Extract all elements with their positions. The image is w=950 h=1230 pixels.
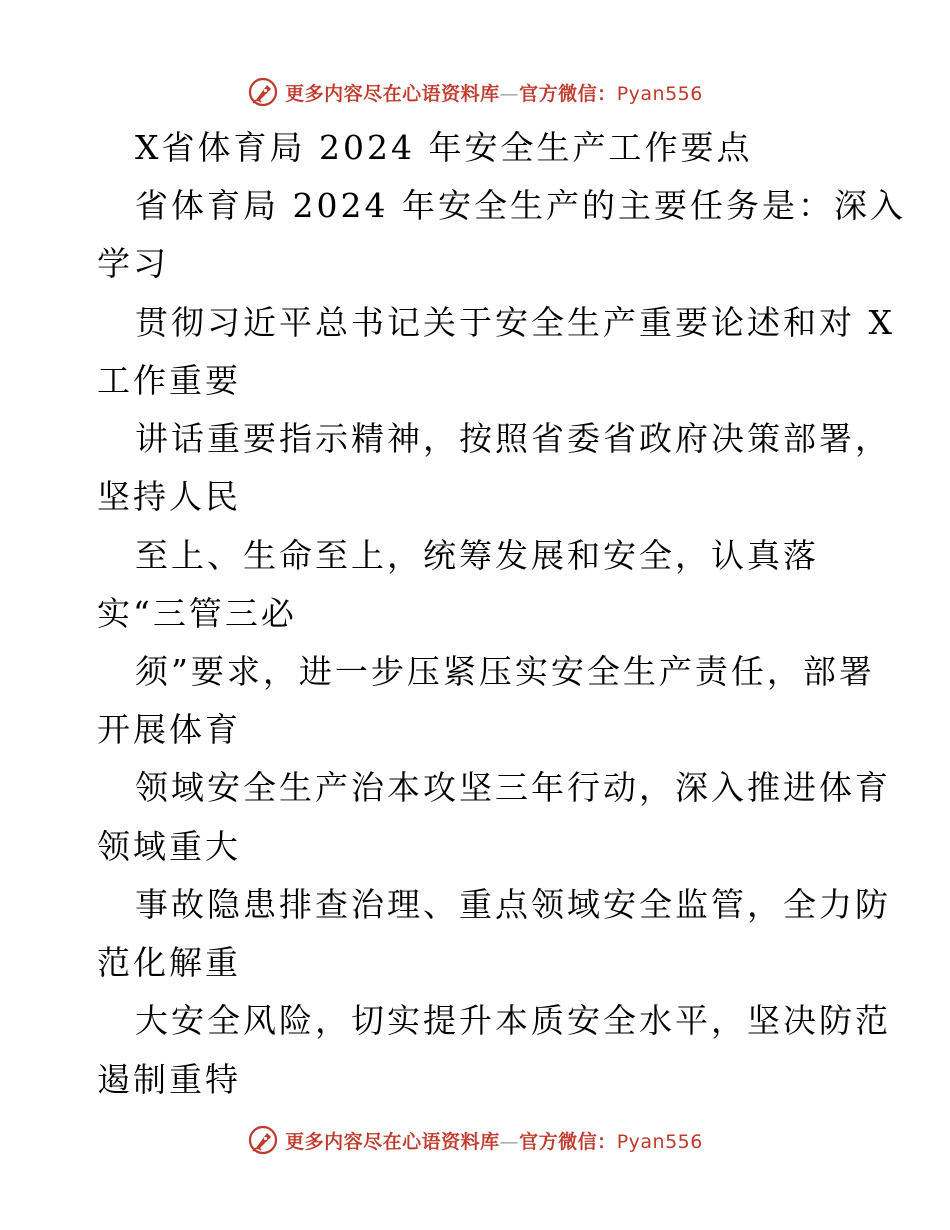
paragraph-line: 工作重要: [97, 361, 241, 400]
paragraph-line: 省体育局 2024 年安全生产的主要任务是：深入: [135, 186, 906, 225]
paragraph-line: 遏制重特: [97, 1060, 241, 1099]
pen-nib-circle-icon: [247, 76, 279, 108]
watermark-header: [0, 72, 950, 112]
watermark-label: 官方微信：: [519, 1130, 617, 1153]
watermark-footer: [0, 1120, 950, 1160]
watermark-separator: —: [499, 1130, 520, 1153]
document-title: X省体育局 2024 年安全生产工作要点: [135, 128, 753, 167]
paragraph-line: 学习: [97, 244, 169, 283]
paragraph-line: 至上、生命至上，统筹发展和安全，认真落: [135, 536, 819, 575]
watermark-id: Pyan556: [616, 82, 703, 105]
watermark-separator: —: [499, 82, 520, 105]
paragraph-line: 事故隐患排查治理、重点领域安全监管，全力防: [135, 885, 891, 924]
pen-nib-circle-icon: [247, 1124, 279, 1156]
paragraph-line: 领域安全生产治本攻坚三年行动，深入推进体育: [135, 768, 891, 807]
watermark-main: 更多内容尽在心语资料库: [285, 1130, 500, 1153]
paragraph-line: 领域重大: [97, 827, 241, 866]
watermark-id: Pyan556: [616, 1130, 703, 1153]
paragraph-line: 讲话重要指示精神，按照省委省政府决策部署，: [135, 419, 891, 458]
watermark-label: 官方微信：: [519, 82, 617, 105]
watermark-text: [285, 79, 703, 106]
paragraph-line: 贯彻习近平总书记关于安全生产重要论述和对 X: [135, 303, 895, 342]
paragraph-line: 坚持人民: [97, 477, 241, 516]
paragraph-line: 开展体育: [97, 710, 241, 749]
paragraph-line: 大安全风险，切实提升本质安全水平，坚决防范: [135, 1001, 891, 1040]
paragraph-line: 实“三管三必: [97, 594, 297, 633]
watermark-main: 更多内容尽在心语资料库: [285, 82, 500, 105]
paragraph-line: 范化解重: [97, 943, 241, 982]
watermark-text: [285, 1127, 703, 1154]
paragraph-line: 须”要求，进一步压紧压实安全生产责任，部署: [135, 652, 875, 691]
